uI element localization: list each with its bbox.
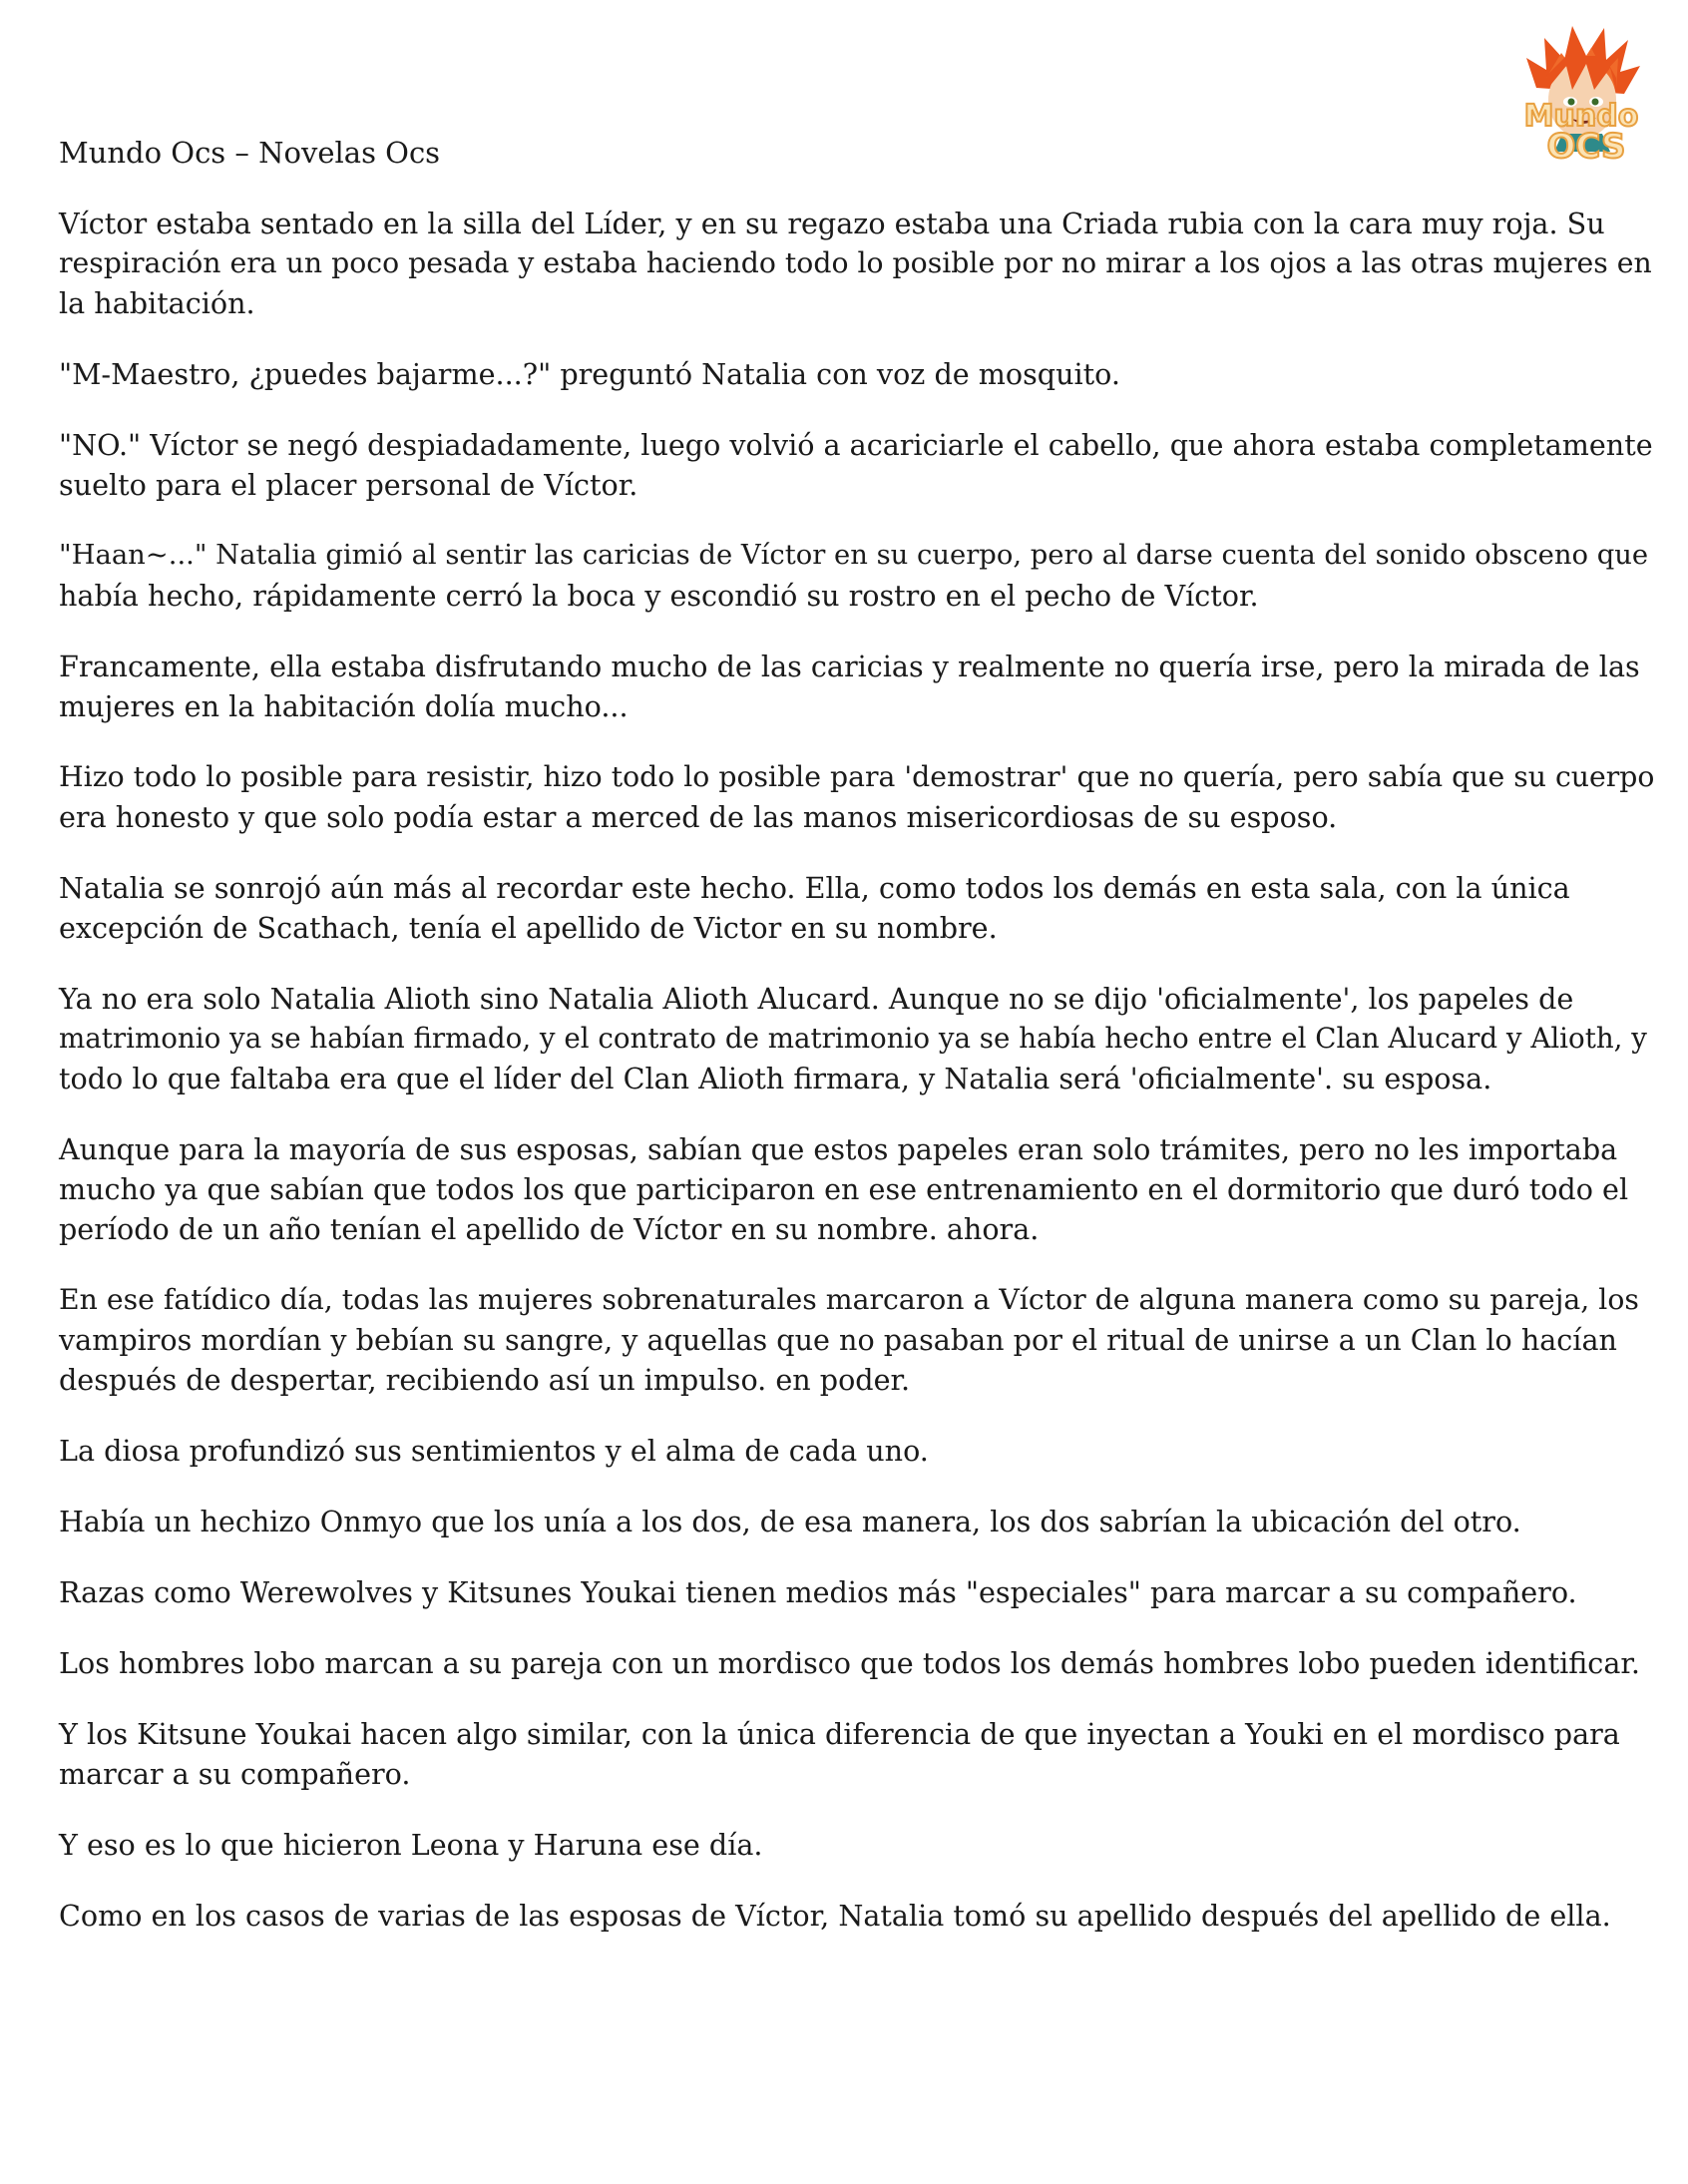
paragraph [59, 1129, 1655, 1249]
paragraph-line: "NO." Víctor se negó despiadadamente, luego volvió a acariciarle el cabello, que ahora estaba completamente [59, 428, 1653, 462]
paragraph-line: Y eso es lo que hicieron Leona y Haruna ese día. [59, 1828, 763, 1862]
paragraph-line: vampiros mordían y bebían su sangre, y aquellas que no pasaban por el ritual de unirse a un Clan lo hacían [59, 1323, 1617, 1357]
paragraph-line: la habitación. [59, 286, 255, 320]
paragraph-line: matrimonio ya se habían firmado, y el contrato de matrimonio ya se había hecho entre el Clan Alucard y Alioth, y [59, 1022, 1647, 1055]
paragraph-line: Había un hechizo Onmyo que los unía a los dos, de esa manera, los dos sabrían la ubicación del otro. [59, 1505, 1521, 1538]
paragraph-line: Los hombres lobo marcan a su pareja con un mordisco que todos los demás hombres lobo pueden identificar. [59, 1646, 1640, 1680]
paragraph-line: Ya no era solo Natalia Alioth sino Natalia Alioth Alucard. Aunque no se dijo 'oficialmente', los papeles de [59, 982, 1574, 1016]
paragraph [59, 868, 1655, 948]
paragraph [59, 1643, 1655, 1683]
paragraph-line: todo lo que faltaba era que el líder del Clan Alioth firmara, y Natalia será 'oficialmente'. su esposa. [59, 1062, 1492, 1095]
paragraph-line: después de despertar, recibiendo así un impulso. en poder. [59, 1363, 911, 1397]
paragraph-line: suelto para el placer personal de Víctor. [59, 468, 638, 502]
page-header-title: Mundo Ocs – Novelas Ocs [59, 136, 441, 170]
paragraph-line: "M-Maestro, ¿puedes bajarme...?" preguntó Natalia con voz de mosquito. [59, 357, 1120, 391]
logo-text-top: Mundo [1523, 99, 1639, 134]
paragraph [59, 1825, 1655, 1865]
logo-text-bottom: OCS [1546, 127, 1626, 167]
paragraph [59, 536, 1655, 616]
paragraph-line: Y los Kitsune Youkai hacen algo similar, con la única diferencia de que inyectan a Youki en el mordisco para [59, 1717, 1620, 1751]
paragraph-line: Razas como Werewolves y Kitsunes Youkai tienen medios más "especiales" para marcar a su compañero. [59, 1575, 1577, 1609]
paragraph [59, 1280, 1655, 1400]
paragraph-line: En ese fatídico día, todas las mujeres sobrenaturales marcaron a Víctor de alguna manera como su pareja, los [59, 1283, 1639, 1316]
document-body [59, 204, 1655, 1966]
paragraph [59, 1572, 1655, 1612]
paragraph-line: marcar a su compañero. [59, 1757, 411, 1791]
paragraph-line: mujeres en la habitación dolía mucho... [59, 689, 629, 723]
paragraph [59, 647, 1655, 726]
paragraph-line: período de un año tenían el apellido de Víctor en su nombre. ahora. [59, 1212, 1040, 1246]
paragraph [59, 1431, 1655, 1471]
paragraph-line: "Haan~..." Natalia gimió al sentir las caricias de Víctor en su cuerpo, pero al darse cuenta del sonido obsceno que [59, 540, 1649, 571]
paragraph-line: Como en los casos de varias de las esposas de Víctor, Natalia tomó su apellido después del apellido de ella. [59, 1899, 1611, 1933]
paragraph-line: era honesto y que solo podía estar a merced de las manos misericordiosas de su esposo. [59, 800, 1338, 834]
paragraph [59, 1896, 1655, 1936]
paragraph-line: La diosa profundizó sus sentimientos y el alma de cada uno. [59, 1434, 929, 1468]
paragraph [59, 979, 1655, 1098]
paragraph-line: había hecho, rápidamente cerró la boca y escondió su rostro en el pecho de Víctor. [59, 579, 1259, 613]
paragraph [59, 1714, 1655, 1794]
paragraph-line: Aunque para la mayoría de sus esposas, sabían que estos papeles eran solo trámites, pero no les importaba [59, 1132, 1618, 1166]
paragraph [59, 757, 1655, 837]
paragraph-line: respiración era un poco pesada y estaba haciendo todo lo posible por no mirar a los ojos a las otras mujeres en [59, 246, 1652, 279]
paragraph [59, 425, 1655, 505]
paragraph-line: Víctor estaba sentado en la silla del Líder, y en su regazo estaba una Criada rubia con la cara muy roja. Su [59, 207, 1605, 240]
paragraph [59, 204, 1655, 323]
paragraph [59, 354, 1655, 394]
mundo-ocs-logo [1506, 18, 1656, 178]
paragraph-line: Francamente, ella estaba disfrutando mucho de las caricias y realmente no quería irse, pero la mirada de las [59, 650, 1640, 683]
paragraph-line: Hizo todo lo posible para resistir, hizo todo lo posible para 'demostrar' que no quería, pero sabía que su cuerpo [59, 760, 1655, 793]
paragraph-line: Natalia se sonrojó aún más al recordar este hecho. Ella, como todos los demás en esta sala, con la única [59, 871, 1570, 905]
paragraph-line: excepción de Scathach, tenía el apellido de Victor en su nombre. [59, 911, 998, 945]
paragraph-line: mucho ya que sabían que todos los que participaron en ese entrenamiento en el dormitorio que duró todo el [59, 1172, 1629, 1206]
paragraph [59, 1502, 1655, 1541]
